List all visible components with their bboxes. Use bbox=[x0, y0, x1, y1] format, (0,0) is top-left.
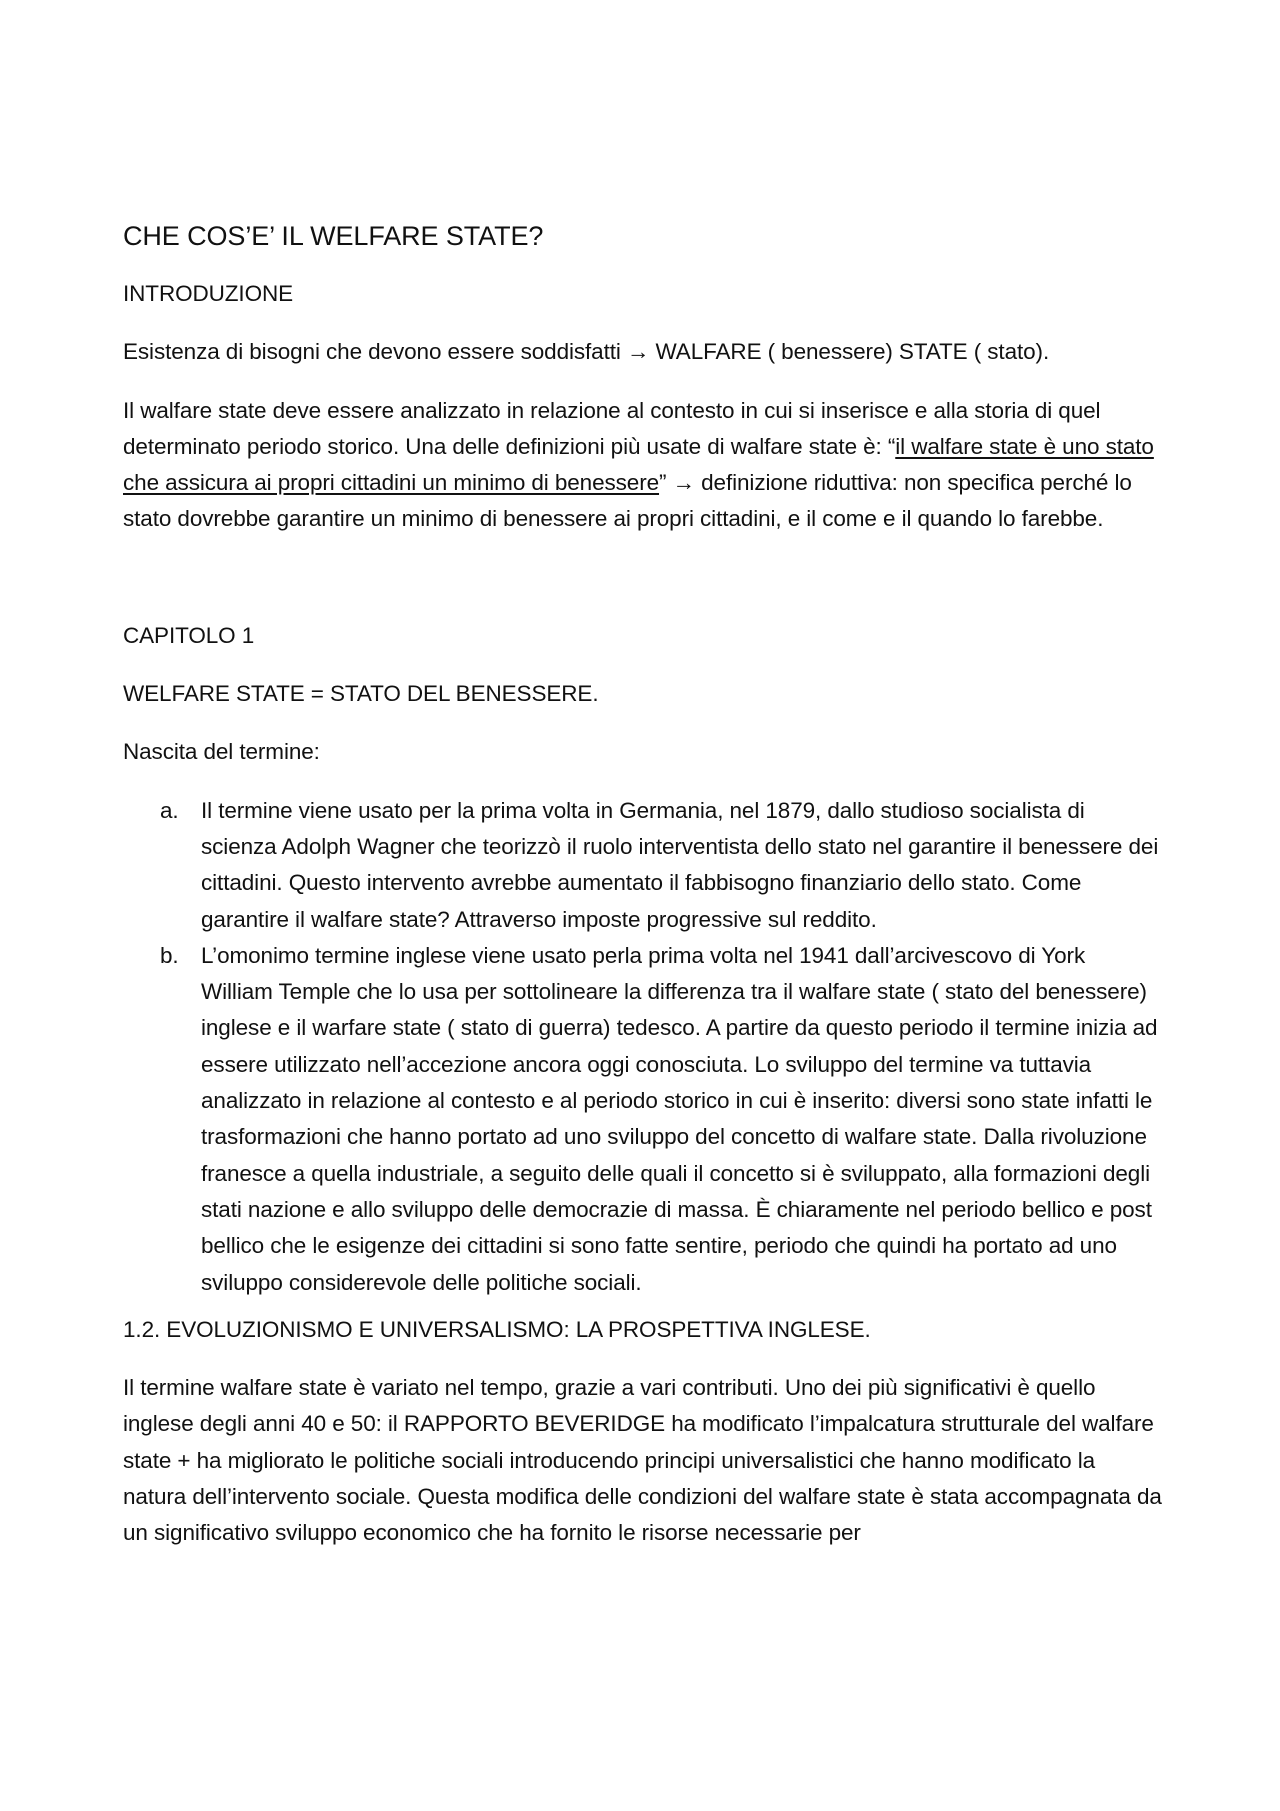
chapter-1-heading: CAPITOLO 1 bbox=[123, 622, 255, 648]
intro-paragraph-1: Esistenza di bisogni che devono essere soddisfatti → WALFARE ( benessere) STATE ( stato). bbox=[123, 339, 1050, 365]
intro-p2-after: ” → definizione riduttiva: non specifica perché lo stato dovrebbe garantire un minimo di benessere ai propri cittadini, e il come e il quando lo farebbe. bbox=[123, 470, 1132, 532]
list-item bbox=[123, 793, 1163, 938]
term-origin-list bbox=[123, 793, 1163, 1301]
chapter-1-subheading: WELFARE STATE = STATO DEL BENESSERE. bbox=[123, 681, 599, 707]
intro-p2-before: Il walfare state deve essere analizzato in relazione al contesto in cui si inserisce e alla storia di quel determinato periodo storico. Una delle definizioni più usate di walfare state è: “ bbox=[123, 397, 1101, 459]
list-marker: a. bbox=[160, 797, 179, 823]
list-marker: b. bbox=[160, 942, 179, 968]
section-1-2-heading: 1.2. EVOLUZIONISMO E UNIVERSALISMO: LA PROSPETTIVA INGLESE. bbox=[123, 1316, 871, 1342]
chapter-1-lead: Nascita del termine: bbox=[123, 739, 320, 765]
list-item bbox=[123, 938, 1163, 1301]
definition-quote: il walfare state è uno stato che assicura ai propri cittadini un minimo di benessere bbox=[123, 433, 1154, 496]
section-1-2-paragraph: Il termine walfare state è variato nel tempo, grazie a vari contributi. Uno dei più significativi è quello inglese degli anni 40 e 50: il RAPPORTO BEVERIDGE ha modificato l’impalcatura strutturale del walfare state + ha migliorato le politiche sociali introducendo principi universalistici che hanno modificato la natura dell’intervento sociale. Questa modifica delle condizioni del walfare state è stata accompagnata da un significativo sviluppo economico che ha fornito le risorse necessarie per bbox=[123, 1375, 1162, 1546]
intro-paragraph-2 bbox=[123, 393, 1163, 538]
list-item-text: Il termine viene usato per la prima volta in Germania, nel 1879, dallo studioso socialista di scienza Adolph Wagner che teorizzò il ruolo interventista dello stato nel garantire il benessere dei cittadini. Questo intervento avrebbe aumentato il fabbisogno finanziario dello stato. Come garantire il walfare state? Attraverso imposte progressive sul reddito. bbox=[201, 797, 1159, 932]
section-spacer bbox=[123, 560, 1163, 618]
list-item-text: L’omonimo termine inglese viene usato perla prima volta nel 1941 dall’arcivescovo di York William Temple che lo usa per sottolineare la differenza tra il walfare state ( stato del benessere) inglese e il warfare state ( stato di guerra) tedesco. A partire da questo periodo il termine inizia ad essere utilizzato nell’accezione ancora oggi conosciuta. Lo sviluppo del termine va tuttavia analizzato in relazione al contesto e al periodo storico in cui è inserito: diversi sono state infatti le trasformazioni che hanno portato ad uno sviluppo del concetto di walfare state. Dalla rivoluzione franesce a quella industriale, a seguito delle quali il concetto si è sviluppato, alla formazioni degli stati nazione e allo sviluppo delle democrazie di massa. È chiaramente nel periodo bellico e post bellico che le esigenze dei cittadini si sono fatte sentire, periodo che quindi ha portato ad uno sviluppo considerevole delle politiche sociali. bbox=[201, 942, 1158, 1295]
document-body bbox=[123, 218, 1163, 1574]
intro-heading: INTRODUZIONE bbox=[123, 281, 294, 306]
document-title: CHE COS’E’ IL WELFARE STATE? bbox=[123, 221, 544, 251]
